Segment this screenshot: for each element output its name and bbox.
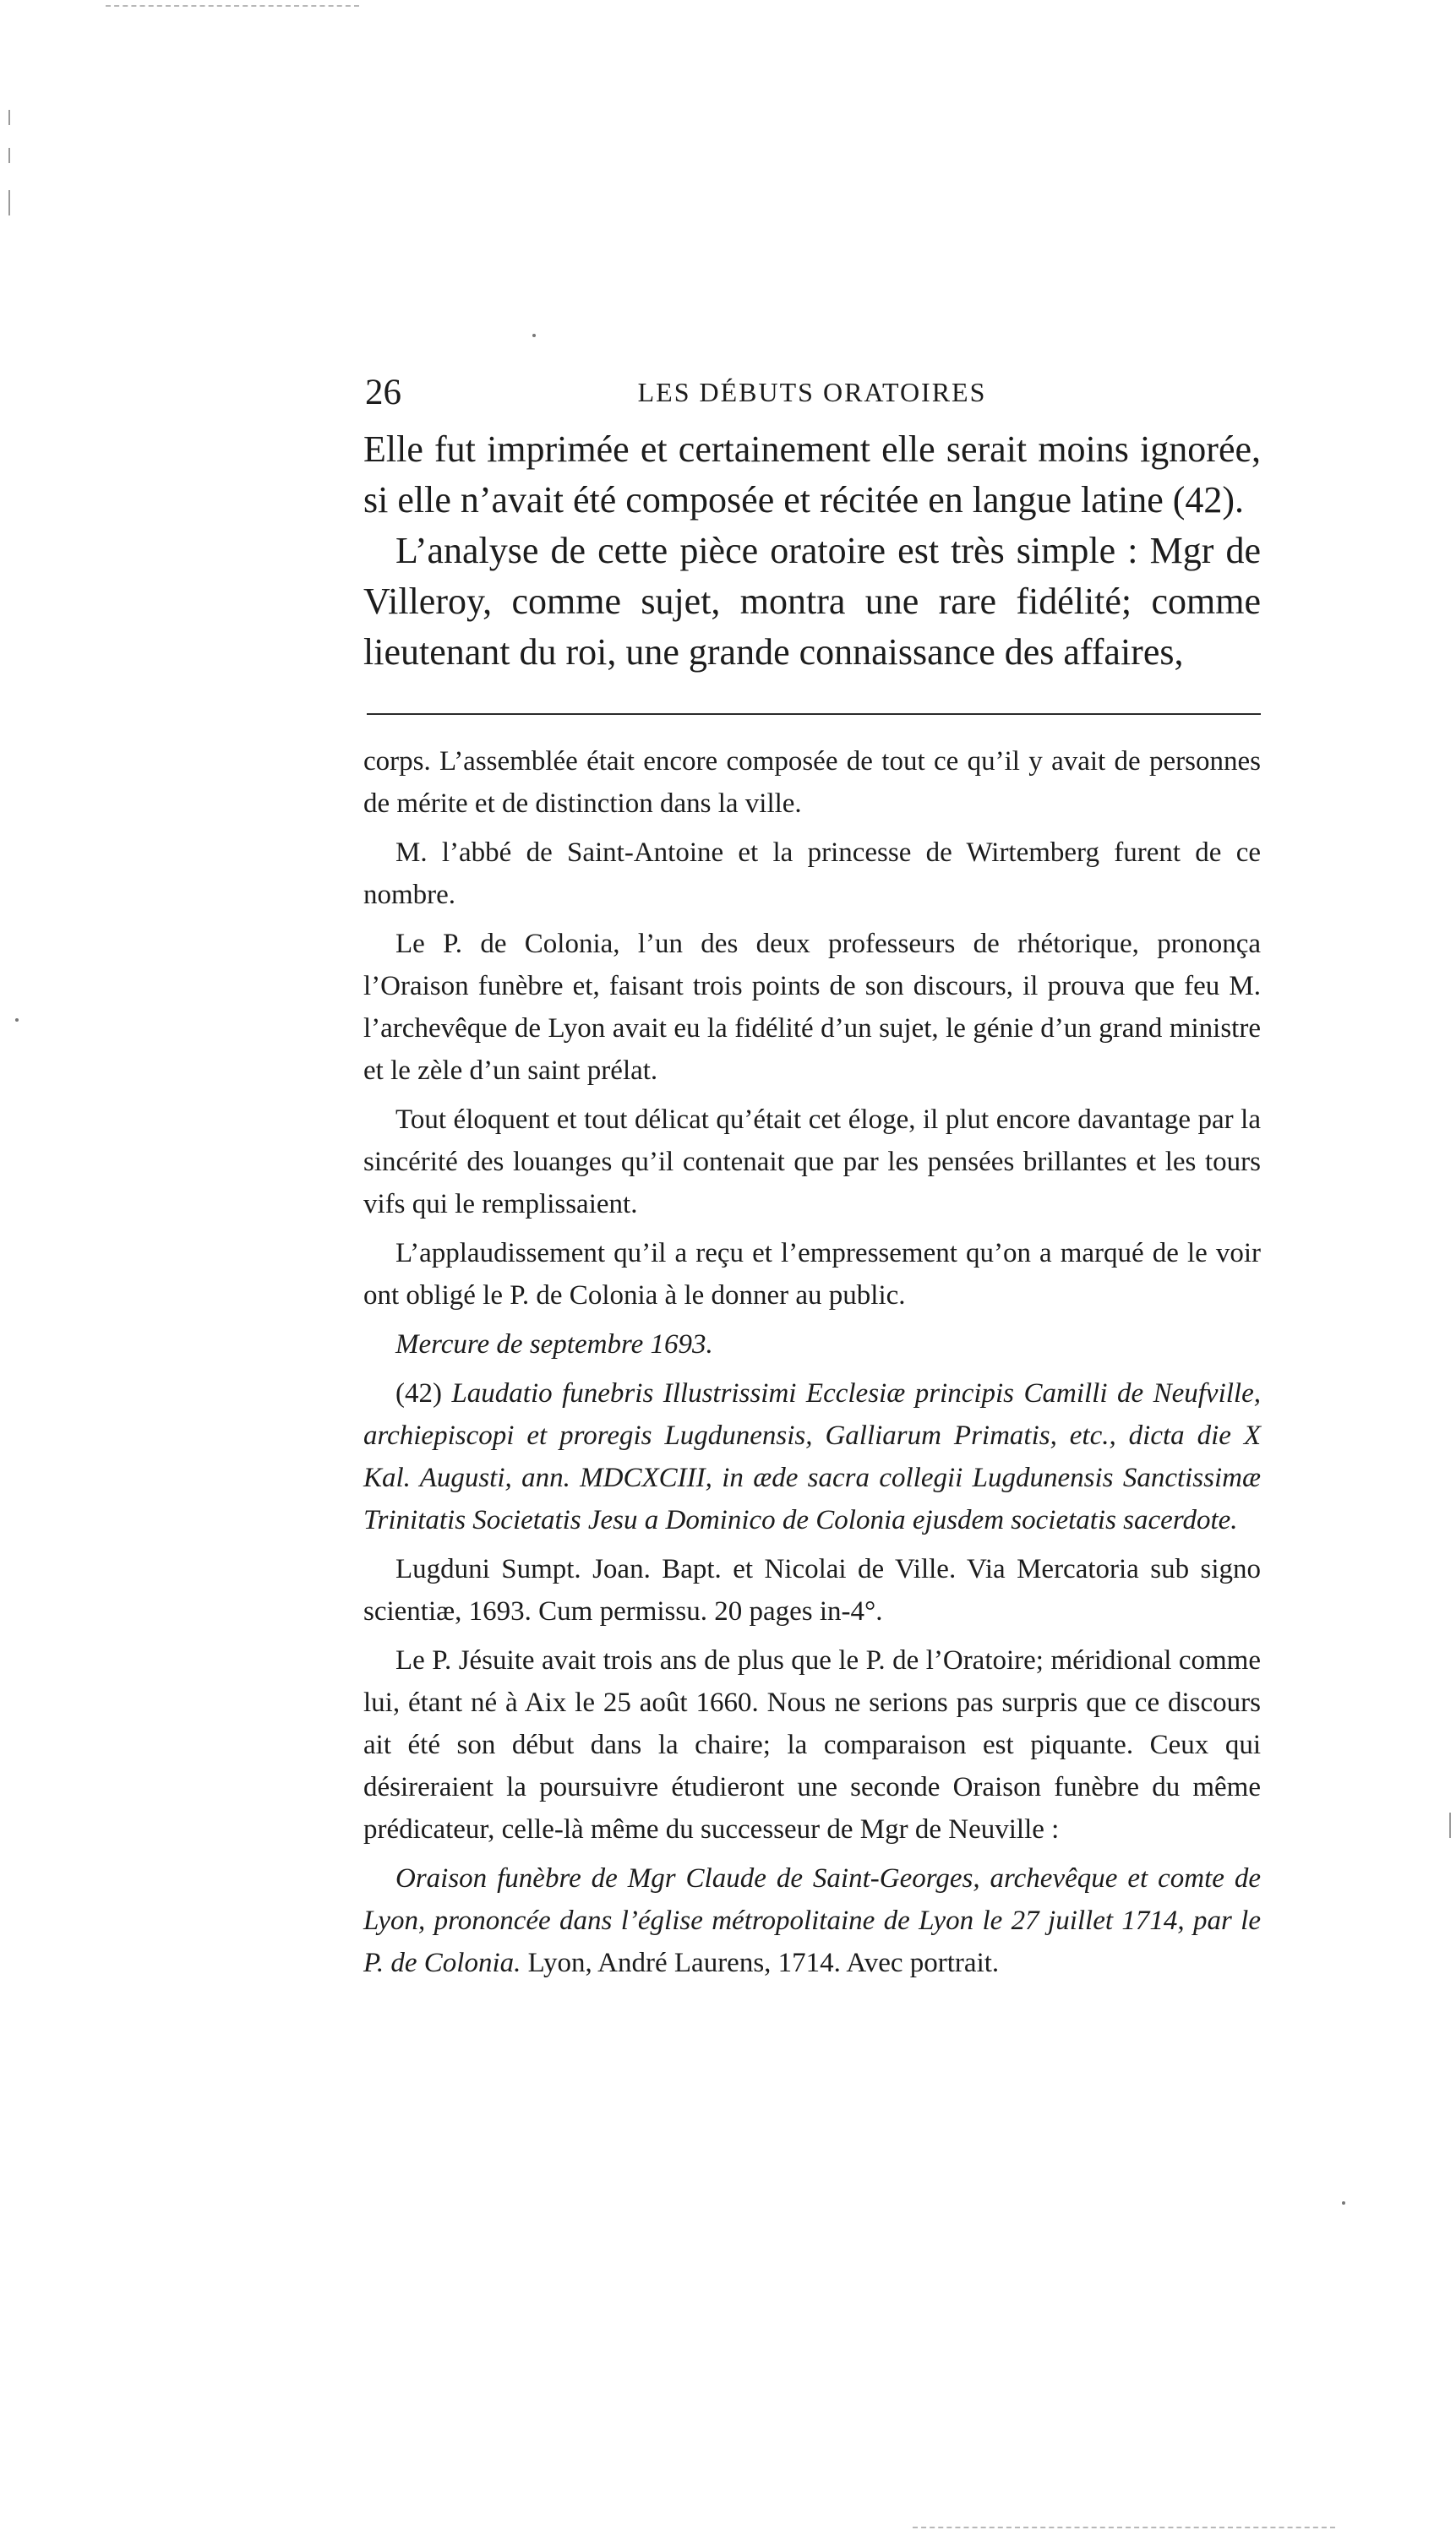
footnote-paragraph: L’applaudissement qu’il a reçu et l’empressement qu’on a marqué de le voir ont obligé le P. de Colonia à le donner au public. <box>363 1238 1261 1311</box>
page-number: 26 <box>365 373 401 412</box>
margin-tick <box>1449 1813 1451 1838</box>
margin-tick <box>8 110 10 125</box>
footnote-title: Laudatio funebris Illustrissimi Ecclesiæ principis Camilli de Neufville, archiepiscopi et proregis Lugdunensis, Galliarum Primatis, etc., dicta die X Kal. Augusti, ann. MDCXCIII, in æde sacra collegii Lugdunensis Sanctissimæ Trinitatis Societatis Jesu a Dominico de Colonia ejusdem societatis sacerdote. <box>363 1378 1261 1535</box>
speck <box>1342 2201 1345 2205</box>
footnote-citation <box>363 1857 1261 1984</box>
footnote-paragraph: Le P. de Colonia, l’un des deux professeurs de rhétorique, prononça l’Oraison funèbre et, faisant trois points de son discours, il prouva que feu M. l’archevêque de Lyon avait eu la fidélité d’un sujet, le génie d’un grand ministre et le zèle d’un saint prélat. <box>363 929 1261 1086</box>
speck <box>15 1018 19 1022</box>
margin-tick <box>8 190 10 215</box>
footnote-number: (42) <box>395 1378 452 1409</box>
book-page <box>363 372 1261 1991</box>
footnote-42 <box>363 1372 1261 1541</box>
citation-title: Oraison funèbre de Mgr Claude de Saint-Georges, archevêque et comte de Lyon, prononcée dans l’église métropolitaine de Lyon le 27 juillet 1714, par le P. de Colonia. <box>363 1863 1261 1978</box>
speck <box>532 334 536 337</box>
footnote-paragraph: Lugduni Sumpt. Joan. Bapt. et Nicolai de Ville. Via Mercatoria sub signo scientiæ, 1693. Cum permissu. 20 pages in-4°. <box>363 1554 1261 1627</box>
footnote-paragraph: Tout éloquent et tout délicat qu’était cet éloge, il plut encore davantage par la sincérité des louanges qu’il contenait que par les pensées brillantes et les tours vifs qui le remplissaient. <box>363 1104 1261 1219</box>
citation-imprint: Lyon, André Laurens, 1714. Avec portrait. <box>521 1948 1000 1978</box>
footnote-paragraph: Le P. Jésuite avait trois ans de plus que le P. de l’Oratoire; méridional comme lui, étant né à Aix le 25 août 1660. Nous ne serions pas surpris que ce discours ait été son début dans la chaire; la comparaison est piquante. Ceux qui désireraient la poursuivre étudieront une seconde Oraison funèbre du même prédicateur, celle-là même du successeur de Mgr de Neuville : <box>363 1645 1261 1845</box>
footnotes <box>363 740 1261 1984</box>
margin-tick <box>8 148 10 163</box>
main-paragraph: Elle fut imprimée et certainement elle serait moins ignorée, si elle n’avait été composée et récitée en langue latine (42). <box>363 428 1261 521</box>
footnote-paragraph: corps. L’assemblée était encore composée de tout ce qu’il y avait de personnes de mérite et de distinction dans la ville. <box>363 746 1261 819</box>
scan-mark-bottom <box>913 2527 1335 2528</box>
footnote-source: Mercure de septembre 1693. <box>395 1329 713 1360</box>
footnote-paragraph: M. l’abbé de Saint-Antoine et la princesse de Wirtemberg furent de ce nombre. <box>363 837 1261 910</box>
running-head <box>363 372 1261 424</box>
footnote-rule <box>367 713 1261 715</box>
running-title: LES DÉBUTS ORATOIRES <box>637 377 987 407</box>
main-text <box>363 424 1261 678</box>
scan-mark-top <box>106 5 359 7</box>
main-paragraph: L’analyse de cette pièce oratoire est très simple : Mgr de Villeroy, comme sujet, montra une rare fidélité; comme lieutenant du roi, une grande connaissance des affaires, <box>363 530 1261 673</box>
